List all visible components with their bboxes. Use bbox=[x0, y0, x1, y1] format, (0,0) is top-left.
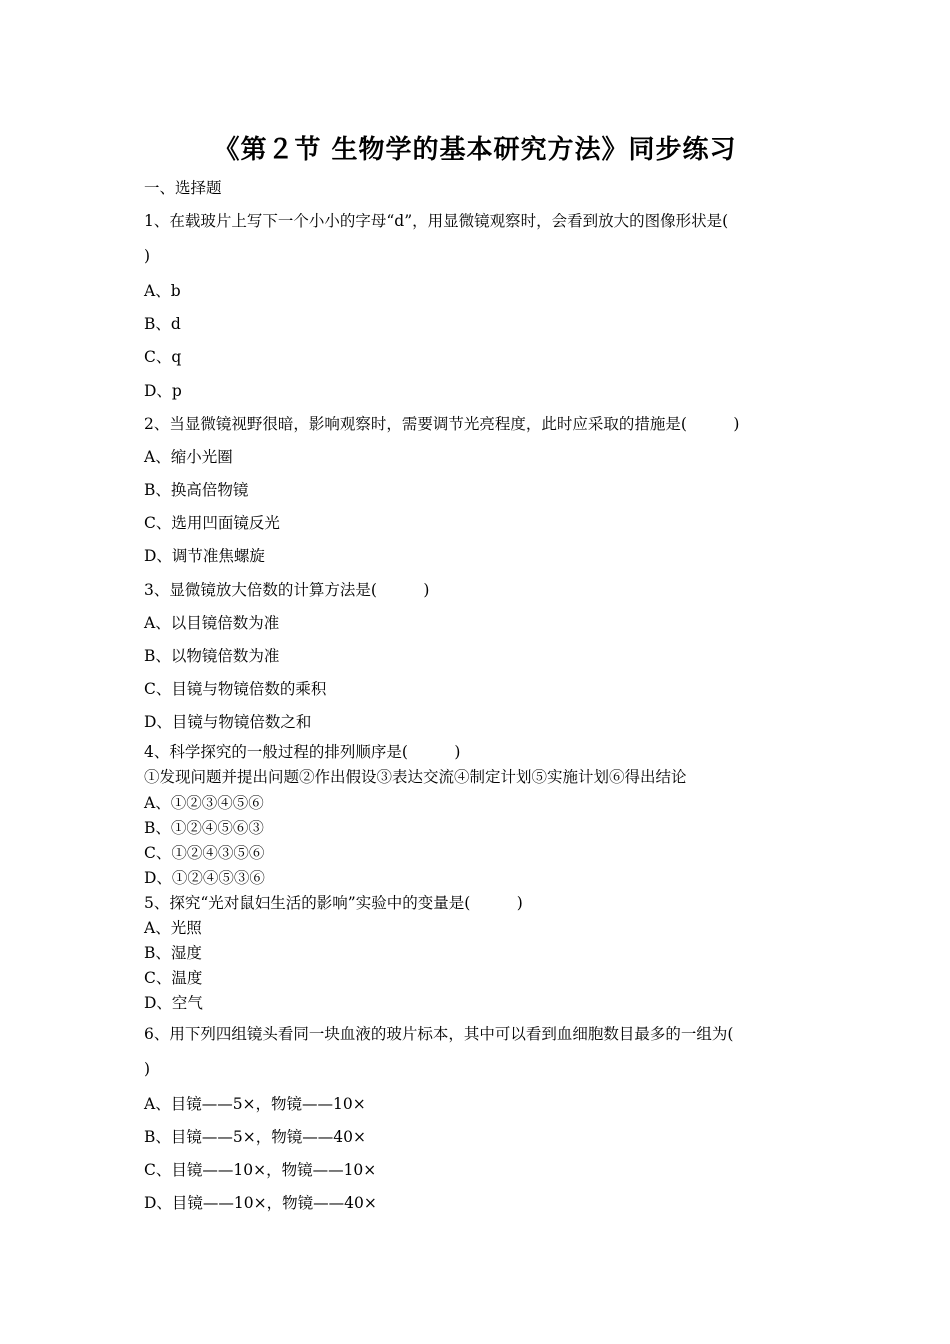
question-3-option-c: C、目镜与物镜倍数的乘积 bbox=[144, 680, 327, 698]
question-1-stem-cont: ) bbox=[144, 247, 151, 265]
question-3-option-a: A、以目镜倍数为准 bbox=[144, 614, 280, 632]
question-4-option-a: A、①②③④⑤⑥ bbox=[144, 794, 264, 812]
question-1-option-d: D、p bbox=[144, 382, 182, 400]
question-2-stem: 2、当显微镜视野很暗，影响观察时，需要调节光亮程度，此时应采取的措施是( ) bbox=[144, 415, 740, 433]
question-6-option-b: B、目镜——5×，物镜——40× bbox=[144, 1128, 366, 1146]
question-3-option-b: B、以物镜倍数为准 bbox=[144, 647, 280, 665]
question-5-option-b: B、湿度 bbox=[144, 944, 202, 962]
question-4-option-c: C、①②④③⑤⑥ bbox=[144, 844, 265, 862]
question-3-option-d: D、目镜与物镜倍数之和 bbox=[144, 713, 312, 731]
question-5-option-d: D、空气 bbox=[144, 994, 203, 1012]
question-6-option-a: A、目镜——5×，物镜——10× bbox=[144, 1095, 366, 1113]
question-1-option-a: A、b bbox=[144, 282, 181, 300]
question-5-stem: 5、探究“光对鼠妇生活的影响”实验中的变量是( ) bbox=[144, 894, 523, 912]
question-2-option-c: C、选用凹面镜反光 bbox=[144, 514, 280, 532]
question-1-option-b: B、d bbox=[144, 315, 181, 333]
question-1-option-c: C、q bbox=[144, 348, 182, 366]
question-5-option-c: C、温度 bbox=[144, 969, 203, 987]
question-1-stem: 1、在载玻片上写下一个小小的字母“d”，用显微镜观察时，会看到放大的图像形状是( bbox=[144, 212, 729, 230]
question-5-option-a: A、光照 bbox=[144, 919, 202, 937]
question-4-option-d: D、①②④⑤③⑥ bbox=[144, 869, 265, 887]
page-title: 《第２节 生物学的基本研究方法》同步练习 bbox=[213, 135, 737, 165]
question-4-steps: ①发现问题并提出问题②作出假设③表达交流④制定计划⑤实施计划⑥得出结论 bbox=[144, 768, 687, 786]
question-2-option-b: B、换高倍物镜 bbox=[144, 481, 249, 499]
question-6-stem: 6、用下列四组镜头看同一块血液的玻片标本，其中可以看到血细胞数目最多的一组为( bbox=[144, 1025, 734, 1043]
question-4-option-b: B、①②④⑤⑥③ bbox=[144, 819, 264, 837]
question-6-stem-cont: ) bbox=[144, 1060, 151, 1078]
question-4-stem: 4、科学探究的一般过程的排列顺序是( ) bbox=[144, 743, 461, 761]
question-6-option-c: C、目镜——10×，物镜——10× bbox=[144, 1161, 377, 1179]
question-2-option-d: D、调节准焦螺旋 bbox=[144, 547, 265, 565]
question-3-stem: 3、显微镜放大倍数的计算方法是( ) bbox=[144, 581, 430, 599]
question-2-option-a: A、缩小光圈 bbox=[144, 448, 233, 466]
section-heading: 一、选择题 bbox=[144, 179, 222, 197]
question-6-option-d: D、目镜——10×，物镜——40× bbox=[144, 1194, 377, 1212]
